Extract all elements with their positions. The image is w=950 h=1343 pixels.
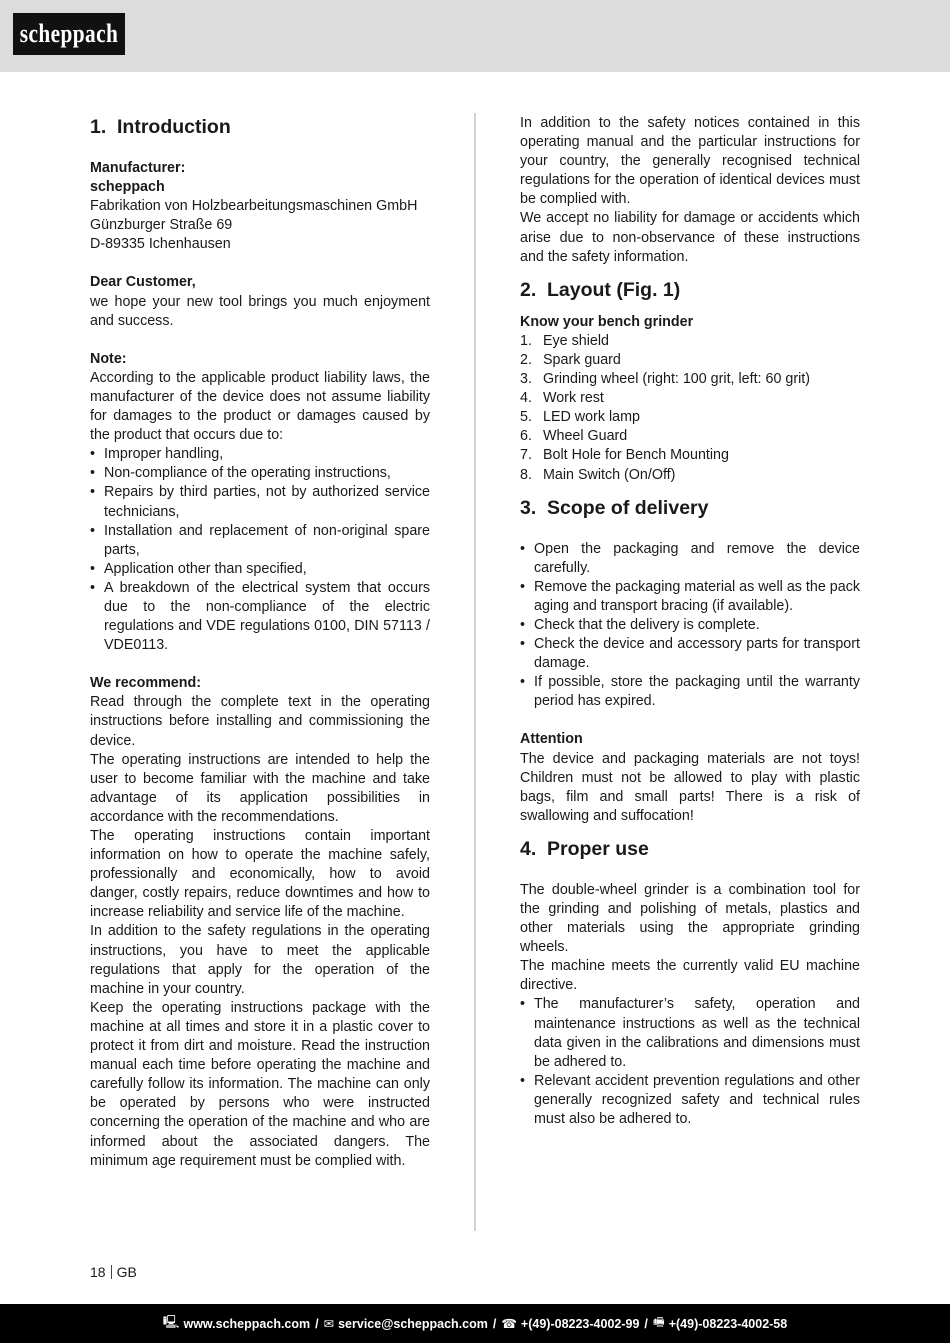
attention-text: The device and packaging materials are not toys! Children must not be allowed to play with plastic bags, film and small parts! There is a risk of swallowing and suffocation! [520,750,860,824]
list-item: • Check that the delivery is complete. [520,616,860,635]
paragraph: We accept no liability for damage or accidents which arise due to non-observance of these instructions and the safety information. [520,210,860,265]
greeting-text: we hope your new tool brings you much enjoyment and success. [90,293,430,329]
section-title-proper-use: 4. Proper use [520,837,649,860]
paragraph: In addition to the safety notices contained in this operating manual and the particular instructions for your country, the generally recognised technical regulations for the operation of identical devices must be complied with. [520,115,860,208]
layout-parts-list [520,332,860,485]
list-item: 7. Bolt Hole for Bench Mounting [520,447,729,464]
list-item: • If possible, store the packaging until the warranty period has expired. [520,673,860,711]
right-column [520,114,860,1129]
list-item: • Installation and replacement of non-original spare parts, [90,522,430,560]
list-item: • A breakdown of the electrical system that occurs due to the non-compliance of the electric regulations and VDE regulations 0100, DIN 57113 / VDE0113. [90,579,430,655]
note-text: According to the applicable product liability laws, the manufacturer of the device does not assume liability for damages to the product or damages caused by the product that occurs due to: [90,369,430,444]
attention-label: Attention [520,731,583,748]
address-line: D-89335 Ichenhausen [90,236,231,253]
section-title-introduction: 1. Introduction [90,116,231,138]
left-column [90,114,430,1171]
recommend-label: We recommend: [90,675,201,692]
greeting-label: Dear Customer, [90,274,196,291]
list-item: 1. Eye shield [520,332,609,349]
page-number: 18 GB [90,1264,137,1280]
manufacturer-name: scheppach [90,179,165,196]
list-item: • Improper handling, [90,445,430,464]
paragraph: Keep the operating instructions package with the machine at all times and store it in a plastic cover to protect it from dirt and moisture. Read the instruction manual each time before operating the machine and carefully follow its information. The machine can only be operated by persons who were instructed concerning the operation of the machine and who are informed about the associated dangers. The minimum age requirement must be complied with. [90,999,430,1169]
address-line: Fabrikation von Holzbearbeitungsmaschinen GmbH [90,198,418,215]
scope-list [520,540,860,712]
website-link[interactable]: www.scheppach.com [183,1316,311,1331]
list-item: 8. Main Switch (On/Off) [520,466,676,483]
list-item: 4. Work rest [520,390,604,407]
list-item: • Repairs by third parties, not by authorized service technicians, [90,483,430,521]
list-item: • Remove the packaging material as well as the pack aging and transport bracing (if available). [520,578,860,616]
manufacturer-label: Manufacturer: [90,160,186,176]
paragraph: In addition to the safety regulations in the operating instructions, you have to meet the applicable regulations that apply for the operation of the machine in your country. [90,923,430,997]
note-label: Note: [90,350,127,367]
fax-icon: 🖷 [652,1315,665,1329]
contact-bar: 🖳 www.scheppach.com / ✉ service@scheppach.com / ☎ +(49)-08223-4002-99 / 🖷 +(49)-08223-4002-58 [0,1304,950,1343]
mail-icon: ✉ [323,1317,335,1331]
address-line: Günzburger Straße 69 [90,217,233,234]
paragraph: Read through the complete text in the operating instructions before installing and commissioning the device. [90,694,430,749]
list-item: • Non-compliance of the operating instructions, [90,464,430,483]
list-item: • Relevant accident prevention regulations and other generally recognized safety and technical rules must also be adhered to. [520,1072,860,1129]
computer-icon: 🖳 [162,1315,180,1329]
layout-subtitle: Know your bench grinder [520,313,694,330]
scheppach-logo: scheppach [13,13,125,55]
phone-number: +(49)-08223-4002-99 [520,1316,640,1331]
column-divider [474,113,476,1231]
email-link[interactable]: service@scheppach.com [338,1316,488,1331]
note-list [90,445,430,655]
list-item: • Check the device and accessory parts for transport damage. [520,635,860,673]
list-item: 5. LED work lamp [520,409,640,426]
paragraph: The machine meets the currently valid EU machine directive. [520,958,860,994]
section-title-layout: 2. Layout (Fig. 1) [520,278,681,301]
list-item: 3. Grinding wheel (right: 100 grit, left: 60 grit) [520,371,810,388]
section-title-scope: 3. Scope of delivery [520,496,709,519]
header-bar [0,0,950,72]
fax-number: +(49)-08223-4002-58 [668,1316,788,1331]
list-item: • The manufacturer’s safety, operation and maintenance instructions as well as the technical data given in the calibrations and dimensions must be adhered to. [520,995,860,1071]
proper-use-list [520,995,860,1129]
list-item: 6. Wheel Guard [520,428,628,445]
paragraph: The operating instructions contain important information on how to operate the machine safely, professionally and economically, how to avoid danger, costly repairs, reduce downtimes and how to increase reliability and service life of the machine. [90,828,430,921]
phone-icon: ☎ [501,1317,517,1331]
paragraph: The operating instructions are intended to help the user to become familiar with the machine and take advantage of its application possibilities in accordance with the recommendations. [90,751,430,825]
list-item: • Open the packaging and remove the device carefully. [520,540,860,578]
list-item: 2. Spark guard [520,351,621,368]
list-item: • Application other than specified, [90,560,430,579]
paragraph: The double-wheel grinder is a combination tool for the grinding and polishing of metals, plastics and other materials using the appropriate grinding wheels. [520,881,860,956]
